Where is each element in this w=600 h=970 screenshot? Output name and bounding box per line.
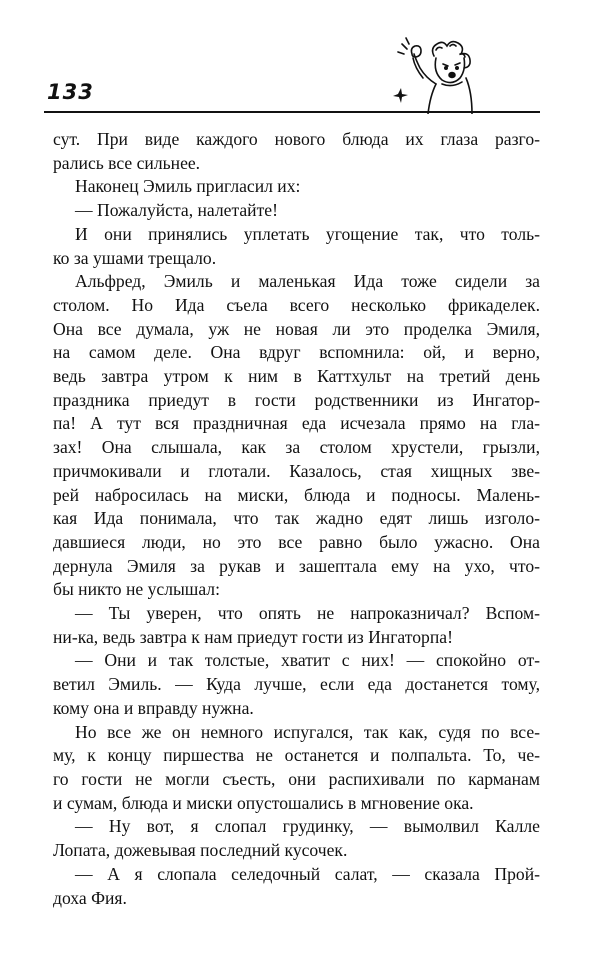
text-line: доха Фия. — [53, 887, 127, 908]
text-line: му, к концу пиршества не останется и полпальта. То, че- — [53, 745, 540, 766]
text-line: давшиеся люди, но это все равно было ужасно. Она — [53, 531, 540, 552]
text-line: ко за ушами трещало. — [53, 247, 217, 268]
text-line: ни-ка, ведь завтра к нам приедут гости из Ингаторпа! — [53, 626, 453, 647]
text-line: Наконец Эмиль пригласил их: — [75, 176, 301, 197]
text-line: Но все же он немного испугался, так как, судя по все- — [75, 721, 540, 742]
text-line: го гости не могли съесть, они распихивали по карманам — [53, 768, 540, 789]
text-line: Альфред, Эмиль и маленькая Ида тоже сидели за — [75, 271, 540, 292]
page-number: 133 — [47, 80, 94, 104]
text-line: — А я слопала селедочный салат, — сказала Прой- — [75, 863, 540, 884]
text-line: и сумам, блюда и миски опустошались в мгновение ока. — [53, 792, 474, 813]
body-text — [53, 128, 540, 910]
text-line: кому она и вправду нужна. — [53, 697, 254, 718]
text-line: бы никто не услышал: — [53, 579, 220, 600]
text-line: столом. Но Ида съела всего несколько фрикаделек. — [53, 294, 540, 315]
text-line: И они принялись уплетать угощение так, что толь- — [75, 223, 540, 244]
text-line: Она все думала, уж не новая ли это проделка Эмиля, — [53, 318, 540, 339]
boy-waving-illustration — [376, 34, 496, 114]
text-line: Лопата, дожевывая последний кусочек. — [53, 840, 348, 861]
text-line: зах! Она слышала, как за столом хрустели, грызли, — [53, 437, 540, 458]
header-rule — [44, 111, 540, 113]
text-line: — Пожалуйста, налетайте! — [75, 200, 278, 221]
text-line: рались все сильнее. — [53, 152, 201, 173]
text-line: сут. При виде каждого нового блюда их глаза разго- — [53, 129, 540, 149]
text-line: — Ты уверен, что опять не напроказничал? Вспом- — [75, 603, 540, 624]
text-line: — Ну вот, я слопал грудинку, — вымолвил Калле — [75, 816, 540, 837]
text-line: ведь завтра утром к ним в Каттхульт на третий день — [53, 366, 540, 387]
text-line: ветил Эмиль. — Куда лучше, если еда достанется тому, — [53, 674, 540, 695]
text-line: дернула Эмиля за рукав и зашептала ему на ухо, что- — [53, 555, 540, 576]
text-line: праздника приедут в гости родственники из Ингатор- — [53, 389, 540, 410]
text-line: па! А тут вся праздничная еда исчезала прямо на гла- — [53, 413, 540, 434]
text-line: причмокивали и глотали. Казалось, стая хищных зве- — [53, 460, 540, 481]
text-line: рей набросилась на миски, блюда и подносы. Малень- — [53, 484, 540, 505]
text-line: — Они и так толстые, хватит с них! — спокойно от- — [75, 650, 540, 671]
text-line: кая Ида понимала, что так жадно едят лишь изголо- — [53, 508, 540, 529]
text-line: на самом деле. Она вдруг вспомнила: ой, и верно, — [53, 342, 540, 363]
